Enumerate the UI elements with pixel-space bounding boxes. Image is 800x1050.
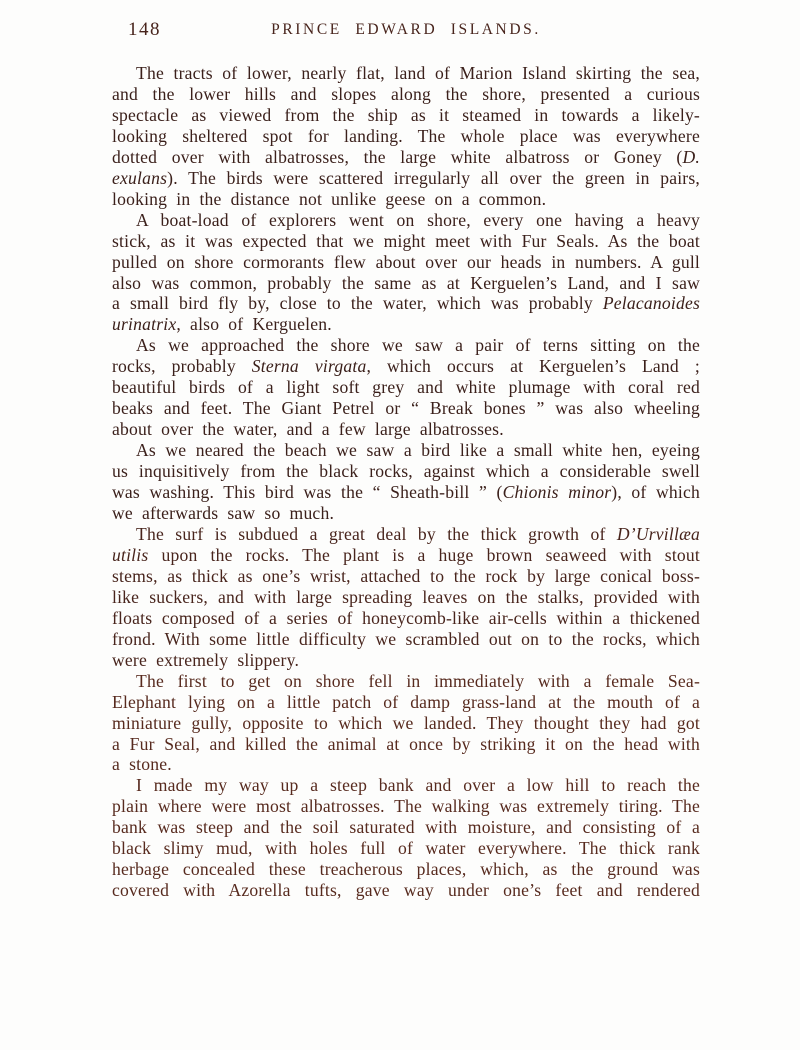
text-run: , also of Kerguelen. bbox=[176, 314, 332, 335]
species-name: Sterna virgata bbox=[251, 356, 367, 377]
text-run: As we neared the beach we saw a bird like a small white hen, eyeing us inquisitively from the black rocks, against which a considerable swell was washing. This bird was the “ Sheath-bill ” ( bbox=[112, 440, 700, 503]
paragraph bbox=[112, 210, 700, 336]
paragraph bbox=[112, 671, 700, 776]
paragraph bbox=[112, 524, 700, 671]
page-body bbox=[112, 63, 700, 901]
text-run: The first to get on shore fell in immediately with a female Sea-Elephant lying on a little patch of damp grass-land at the mouth of a miniature gully, opposite to which we landed. They thought they had got a Fur Seal, and killed the animal at once by striking it on the head with a stone. bbox=[112, 670, 700, 775]
text-block bbox=[112, 18, 700, 901]
text-run: The surf is subdued a great deal by the thick growth of bbox=[136, 523, 617, 544]
running-header bbox=[112, 18, 700, 40]
species-name: Pelacanoides urinatrix bbox=[112, 293, 700, 335]
species-name: D. exulans bbox=[112, 146, 700, 188]
running-title: PRINCE EDWARD ISLANDS. bbox=[271, 21, 541, 38]
paragraph bbox=[112, 335, 700, 440]
page-number: 148 bbox=[128, 19, 161, 40]
text-run: I made my way up a steep bank and over a low hill to reach the plain where were most albatrosses. The walking was extremely tiring. The bank was steep and the soil saturated with moisture, and consisting of a black slimy mud, with holes full of water everywhere. The thick rank herbage concealed these treacherous places, which, as the ground was covered with Azorella tufts, gave way under one’s feet and rendered bbox=[112, 775, 700, 901]
text-run: The tracts of lower, nearly flat, land of Marion Island skirting the sea, and the lower hills and slopes along the shore, presented a curious spectacle as viewed from the ship as it steamed in towards a likely-looking sheltered spot for landing. The whole place was everywhere dotted over with albatrosses, the large white albatross or Goney ( bbox=[112, 63, 700, 167]
paragraph bbox=[112, 775, 700, 901]
text-run: A boat-load of explorers went on shore, every one having a heavy stick, as it was expected that we might meet with Fur Seals. As the boat pulled on shore cormorants flew about over our heads in numbers. A gull also was common, probably the same as at Kerguelen’s Land, and I saw a small bird fly by, close to the water, which was probably bbox=[112, 209, 700, 314]
text-run: , which occurs at Kerguelen’s Land ; beautiful birds of a light soft grey and white plumage with coral red beaks and feet. The Giant Petrel or “ Break bones ” was also wheeling about over the water, and a few large albatrosses. bbox=[112, 356, 700, 440]
paragraph bbox=[112, 63, 700, 210]
species-name: Chionis minor bbox=[502, 482, 612, 503]
text-run: upon the rocks. The plant is a huge brown seaweed with stout stems, as thick as one’s wrist, attached to the rock by large conical boss-like suckers, and with large spreading leaves on the stalks, provided with floats composed of a series of honeycomb-like air-cells within a thickened frond. With some little difficulty we scrambled out on to the rocks, which were extremely slippery. bbox=[112, 544, 700, 670]
species-name: D’Urvillæa utilis bbox=[112, 523, 700, 565]
text-run: As we approached the shore we saw a pair of terns sitting on the rocks, probably bbox=[112, 335, 700, 377]
text-run: ), of which we afterwards saw so much. bbox=[112, 482, 700, 524]
text-run: ). The birds were scattered irregularly all over the green in pairs, looking in the distance not unlike geese on a common. bbox=[112, 167, 700, 209]
paragraph bbox=[112, 440, 700, 524]
